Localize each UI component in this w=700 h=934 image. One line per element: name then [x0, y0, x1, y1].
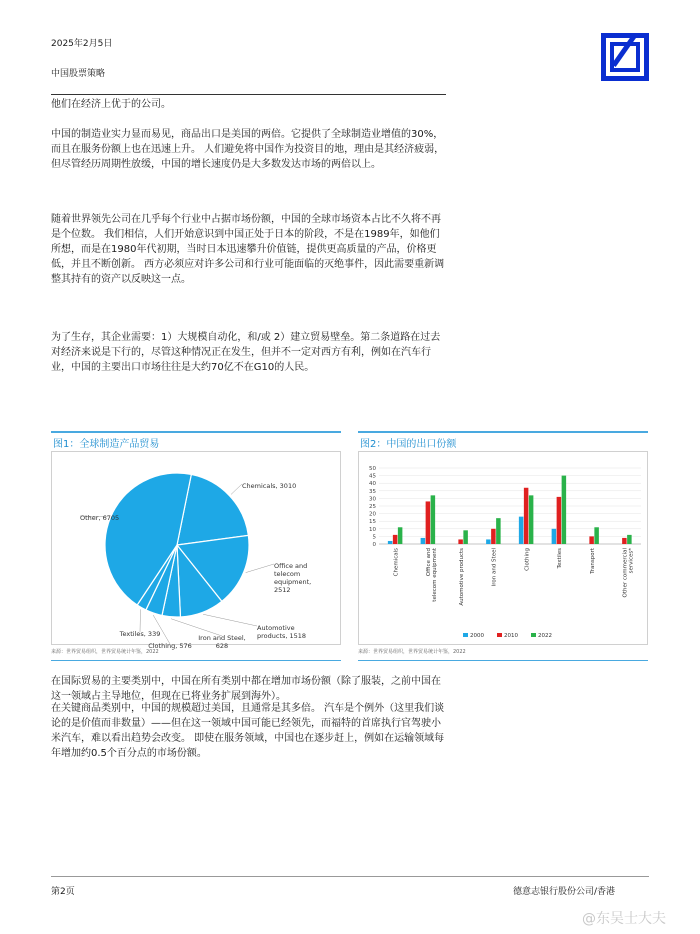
- pie-label-automotive-products: Automotive products, 1518: [257, 624, 307, 640]
- pie-label-textiles: Textiles, 339: [119, 630, 161, 638]
- bar-2010-office-and-telecom-equipment: [426, 501, 431, 544]
- y-tick-label: 10: [369, 526, 376, 533]
- y-tick-label: 35: [369, 488, 376, 495]
- legend-swatch-2010: [497, 633, 502, 637]
- bar-2010-chemicals: [393, 535, 398, 544]
- pie-label-chemicals: Chemicals, 3010: [242, 482, 297, 490]
- paragraph-4: 在国际贸易的主要类别中，中国在所有类别中都在增加市场份额（除了服装，之前中国在这一领域占主导地位，但现在已将业务扩展到海外）。: [51, 676, 441, 702]
- pie-label-clothing: Clothing, 576: [148, 642, 192, 650]
- pie-leader-line: [203, 614, 257, 626]
- pie-label-other: Other, 6705: [80, 514, 120, 522]
- figure-1-source: 来源：世界贸易组织，世界贸易统计年鉴，2022: [51, 649, 159, 655]
- bar-2022-textiles: [562, 476, 567, 544]
- legend-swatch-2000: [463, 633, 468, 637]
- header-rule: [51, 94, 446, 95]
- y-tick-label: 25: [369, 504, 376, 510]
- paragraph-0: 他们在经济上优于的公司。: [51, 99, 171, 110]
- paragraph-2: 随着世界领先公司在几乎每个行业中占据市场份额，中国的全球市场资本占比不久将不再是个位数。 我们相信，人们开始意识到中国正处于日本的阶段，不是在1989年，如他们所想，而是在1980年代初期，当时日本迅速攀升价值链，提供更高质量的产品，价格更低，并且不断创新。 西方必须应对许多公司和行业可能面临的灭绝事件，因此需要重新调整其持有的资产以反映这一点。: [51, 214, 445, 285]
- bar-2022-iron-and-steel: [496, 518, 501, 544]
- x-category-label: Transport: [589, 548, 596, 574]
- legend-swatch-2022: [531, 633, 536, 637]
- pie-chart: [52, 452, 340, 650]
- pie-label-office-and-telecom-equipment: Office and telecom equipment, 2512: [274, 562, 312, 594]
- footer-rule: [51, 876, 649, 877]
- bar-2010-transport: [589, 536, 594, 544]
- bar-chart: [359, 452, 647, 644]
- bar-2010-other-commercial-services-: [622, 538, 627, 544]
- x-category-label: Iron and Steel: [491, 548, 498, 587]
- bar-2022-clothing: [529, 495, 534, 544]
- bar-2000-office-and-telecom-equipment: [421, 538, 426, 544]
- y-tick-label: 15: [369, 519, 376, 526]
- bar-2010-automotive-products: [458, 539, 463, 544]
- figure-2-source: 来源：世界贸易组织，世界贸易统计年鉴，2022: [358, 649, 466, 655]
- figure-1-title: 图1：全球制造产品贸易: [53, 439, 160, 450]
- figure-1-panel: [51, 431, 341, 661]
- y-tick-label: 45: [369, 473, 376, 480]
- page-number: 第2页: [51, 887, 75, 897]
- figure-2-chart-frame: [358, 451, 648, 645]
- bar-2022-chemicals: [398, 527, 403, 544]
- watermark: @东吴士大夫: [582, 911, 666, 927]
- figure-1-chart-frame: [51, 451, 341, 650]
- y-tick-label: 5: [372, 534, 376, 541]
- pie-label-iron-and-steel: Iron and Steel, 628: [198, 634, 246, 650]
- paragraph-3: 为了生存，其企业需要：1）大规模自动化，和/或 2）建立贸易壁垒。第二条道路在过去对经济来说是下行的，尽管这种情况正在发生，但并不一定对西方有利，例如在汽车行业，中国的主要出口市场往往是大约70亿不在G10的人民。: [51, 332, 441, 373]
- deutsche-bank-logo: [601, 33, 649, 81]
- paragraph-5: 在关键商品类别中，中国的规模超过美国，且通常是其多倍。 汽车是个例外（这里我们谈论的是价值而非数量）——但在这一领域中国可能已经领先，而福特的首席执行官驾驶小米汽车，难以看出趋势会改变。 即使在服务领域，中国也在逐步赶上，例如在运输领域每年增加约0.5个百分点的市场份额。: [51, 703, 445, 759]
- bar-2022-transport: [594, 527, 599, 544]
- y-tick-label: 0: [372, 542, 376, 548]
- report-subtitle: 中国股票策略: [51, 69, 106, 79]
- legend-label-2010: 2010: [504, 633, 518, 639]
- bar-2022-other-commercial-services-: [627, 535, 632, 544]
- report-date: 2025年2月5日: [51, 39, 113, 49]
- figure-2-title: 图2：中国的出口份额: [360, 439, 457, 450]
- bar-2000-iron-and-steel: [486, 539, 491, 544]
- y-tick-label: 20: [369, 511, 376, 518]
- legend-label-2000: 2000: [470, 633, 484, 639]
- bar-2022-automotive-products: [463, 530, 468, 544]
- bar-2010-clothing: [524, 488, 529, 544]
- x-category-label: Chemicals: [393, 548, 400, 577]
- pie-leader-line: [231, 484, 242, 494]
- bar-2000-clothing: [519, 517, 524, 544]
- paragraph-1: 中国的制造业实力显而易见，商品出口是美国的两倍。它提供了全球制造业增值的30%，而且在服务份额上也在迅速上升。 人们避免将中国作为投资目的地，理由是其经济疲弱，但尽管经历周期性放缓，中国的增长速度仍是大多数发达市场的两倍以上。: [51, 129, 445, 170]
- bar-2010-textiles: [557, 497, 562, 544]
- y-tick-label: 50: [369, 466, 376, 472]
- bar-2022-office-and-telecom-equipment: [431, 495, 436, 544]
- bar-2000-textiles: [552, 529, 557, 544]
- x-category-label: Other commercialservices*: [622, 548, 635, 598]
- y-tick-label: 40: [369, 481, 376, 488]
- pie-leader-line: [246, 564, 274, 573]
- x-category-label: Automotive products: [458, 548, 465, 606]
- y-tick-label: 30: [369, 496, 376, 503]
- x-category-label: Clothing: [524, 548, 531, 571]
- bar-2010-iron-and-steel: [491, 529, 496, 544]
- x-category-label: Textiles: [557, 548, 564, 569]
- x-category-label: Office andtelecom equipment: [426, 548, 439, 602]
- bar-2000-chemicals: [388, 541, 393, 544]
- footer-company: 德意志银行股份公司/香港: [513, 887, 616, 897]
- figure-2-panel: [358, 431, 648, 661]
- legend-label-2022: 2022: [538, 633, 552, 639]
